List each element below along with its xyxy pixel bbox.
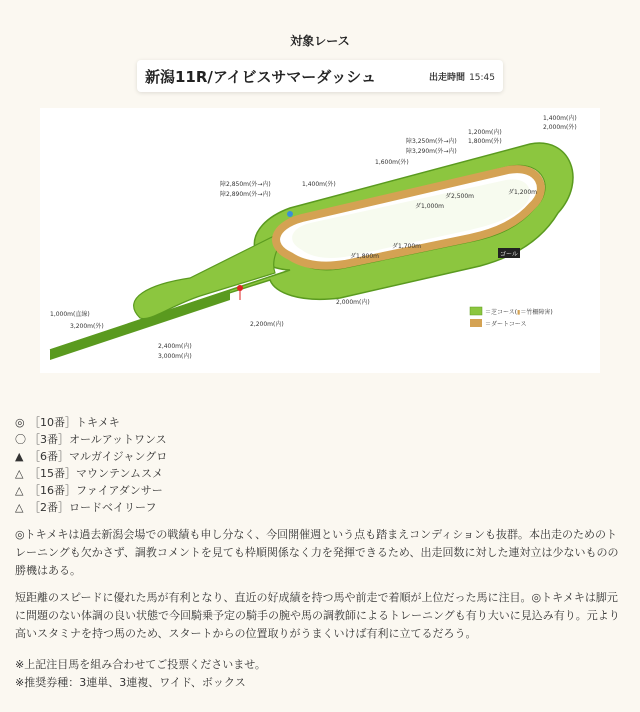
svg-text:＝芝コース(▮＝竹柵障害) [485, 308, 553, 316]
notes [15, 656, 266, 692]
pick-row [15, 431, 167, 448]
race-header [137, 60, 503, 92]
course-label: ＝竹柵障害 [520, 309, 551, 316]
pick-mark: ▲ [15, 450, 24, 463]
comment-paragraph-2: 短距離のスピードに優れた馬が有利となり、直近の好成績を持つ馬や前走で着順が上位だった馬に注目。◎トキメキは脚元に問題のない体調の良い状態で今回騎乗予定の騎手の腕や馬の調教師によるトレーニングも有り大いに見込み有り。元より高いスタミナを持つ馬のため、スタートからの位置取りがうまくいけば有利に立てるだろう。 [15, 591, 620, 640]
course-label: 2,400m(内) [158, 343, 192, 350]
pick-mark: △ [15, 467, 24, 480]
course-label: 3,000m(内) [158, 353, 192, 360]
pick-row [15, 465, 167, 482]
course-label: 1,800m(外) [468, 138, 502, 145]
pick-text: ［15番］マウンテンムスメ [29, 467, 164, 480]
pick-row [15, 414, 167, 431]
comment-paragraph-1: ◎トキメキは過去新潟会場での戦績も申し分なく、今回開催週という点も踏まえコンディションも抜群。本出走のためのトレーニングも欠かさず、調教コメントを見ても枠順関係なく力を発揮できるため、出走回数に対した連対立は少ないものの勝機はある。 [15, 528, 619, 577]
pick-mark: ◎ [15, 416, 25, 429]
note-line: ※上記注目馬を組み合わせてご投票くださいませ。 [15, 658, 266, 671]
pick-text: ［2番］ロードベイリーフ [29, 501, 157, 514]
start-post-2 [287, 211, 293, 217]
hurdle-icon: ▮ [517, 309, 521, 316]
course-label: 1,400m(内) [543, 115, 577, 122]
legend-turf-swatch [470, 307, 482, 315]
course-label: 1,600m(外) [375, 159, 409, 166]
pick-text: ［3番］オールアットワンス [29, 433, 167, 446]
course-label: ダ2,500m [445, 193, 475, 200]
course-label: 2,000m(外) [543, 124, 577, 131]
course-map [40, 108, 600, 373]
start-time-label: 出走時間 [429, 73, 466, 83]
goal-label: ゴール [500, 251, 518, 258]
course-label: 2,000m(内) [336, 299, 370, 306]
pick-text: ［16番］ファイアダンサー [29, 484, 163, 497]
course-label: ＝芝コース( [485, 309, 518, 316]
course-label: ＝ダートコース [485, 321, 527, 328]
pick-row [15, 448, 167, 465]
course-label: 1,200m(内) [468, 129, 502, 136]
course-label: 障3,290m(外→内) [406, 148, 457, 155]
course-label: 2,200m(内) [250, 321, 284, 328]
legend [470, 307, 553, 328]
section-title: 対象レース [290, 34, 350, 48]
start-time [429, 70, 495, 83]
pick-mark: △ [15, 484, 24, 497]
course-label: 3,200m(外) [70, 323, 104, 330]
pick-row [15, 499, 167, 516]
legend-dirt-swatch [470, 319, 482, 327]
pick-row [15, 482, 167, 499]
course-label: 障3,250m(外→内) [406, 138, 457, 145]
course-label: ダ1,700m [392, 243, 422, 250]
race-name: 新潟11R/アイビスサマーダッシュ [145, 68, 376, 86]
course-label: ) [550, 309, 553, 316]
start-time-value: 15:45 [469, 73, 495, 83]
course-label: ダ1,200m [508, 189, 538, 196]
pick-text: ［6番］マルガイジャングロ [29, 450, 168, 463]
course-label: 1,000m(直線) [50, 311, 90, 318]
pick-mark: △ [15, 501, 24, 514]
pick-mark: 〇 [15, 433, 26, 446]
course-label: 1,400m(外) [302, 181, 336, 188]
picks-list [15, 414, 167, 516]
pick-text: ［10番］トキメキ [29, 416, 120, 429]
course-label: 障2,850m(外→内) [220, 181, 271, 188]
course-label: 障2,890m(外→内) [220, 191, 271, 198]
note-line: ※推奨券種：3連単、3連複、ワイド、ボックス [15, 676, 246, 689]
course-label: ダ1,800m [350, 253, 380, 260]
course-label: ダ1,000m [415, 203, 445, 210]
